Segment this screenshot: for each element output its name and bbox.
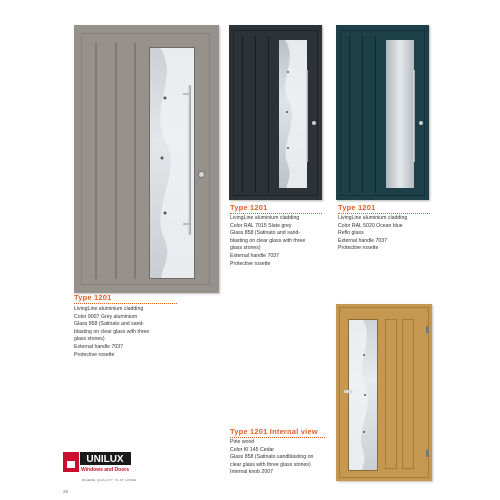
door-panel — [402, 319, 414, 469]
door-groove — [375, 36, 376, 193]
door-handle-mount — [183, 93, 190, 95]
door-glass — [279, 40, 307, 188]
type-title-grey: Type 1201 — [74, 293, 112, 302]
internal-knob — [344, 390, 352, 393]
protective-rosette — [198, 171, 205, 178]
description-slate: LivingLine aluminium cladding Color RAL 7015 Slate grey Glass 858 (Satinato and sand- blasting on clear glass with three glass stones) External handle 7037 Protective rosette — [230, 215, 306, 267]
page-number: 28 — [63, 489, 69, 494]
door-hinge — [426, 450, 429, 457]
title-divider — [338, 213, 430, 214]
door-handle — [413, 70, 415, 162]
title-divider — [230, 213, 322, 214]
door-groove — [242, 36, 243, 193]
door-groove — [95, 43, 97, 279]
type-title-pine: Type 1201 Internal view — [230, 427, 318, 436]
door-image-grey — [74, 25, 219, 293]
door-glass — [348, 319, 378, 471]
svg-text:UNILUX: UNILUX — [86, 454, 124, 465]
description-ocean: LivingLine aluminium cladding Color RAL 5020 Ocean blue Reflo glass External handle 7037 Protective rosette — [338, 215, 408, 252]
door-groove — [362, 36, 363, 193]
door-glass-reflo — [386, 40, 414, 188]
door-groove — [349, 36, 350, 193]
description-pine: Pine wood Color Kl 145 Cedar Glass 858 (Satinato sandblasting on clear glass with three glass stones) Internal knob 2007 — [230, 439, 314, 476]
door-groove — [134, 43, 136, 279]
glass-wave-pattern — [349, 320, 377, 470]
protective-rosette — [312, 121, 316, 125]
door-image-pine — [336, 304, 432, 481]
title-divider — [74, 303, 177, 304]
type-title-slate: Type 1201 — [230, 203, 268, 212]
type-title-ocean: Type 1201 — [338, 203, 376, 212]
door-hinge — [426, 326, 429, 333]
svg-text:Windows and Doors: Windows and Doors — [80, 467, 130, 473]
door-handle — [306, 70, 308, 162]
door-groove — [268, 36, 269, 193]
unilux-logo — [63, 451, 131, 473]
door-handle-mount — [183, 223, 190, 225]
unilux-logo-graphic — [63, 451, 131, 473]
title-divider — [230, 437, 325, 438]
door-handle — [188, 85, 191, 235]
door-panel — [385, 319, 397, 469]
glass-wave-pattern — [279, 40, 307, 188]
door-groove — [255, 36, 256, 193]
door-image-ocean — [336, 25, 429, 200]
door-groove — [115, 43, 117, 279]
brand-slogan: WHERE QUALITY IS AT HOME — [82, 478, 137, 482]
door-image-slate — [229, 25, 322, 200]
protective-rosette — [419, 121, 423, 125]
description-grey: LivingLine aluminium cladding Color 9007 Grey aluminium Glass 858 (Satinato and sand- blasting on clear glass with three glass stones) External handle 7037 Protective rosette — [74, 306, 150, 358]
